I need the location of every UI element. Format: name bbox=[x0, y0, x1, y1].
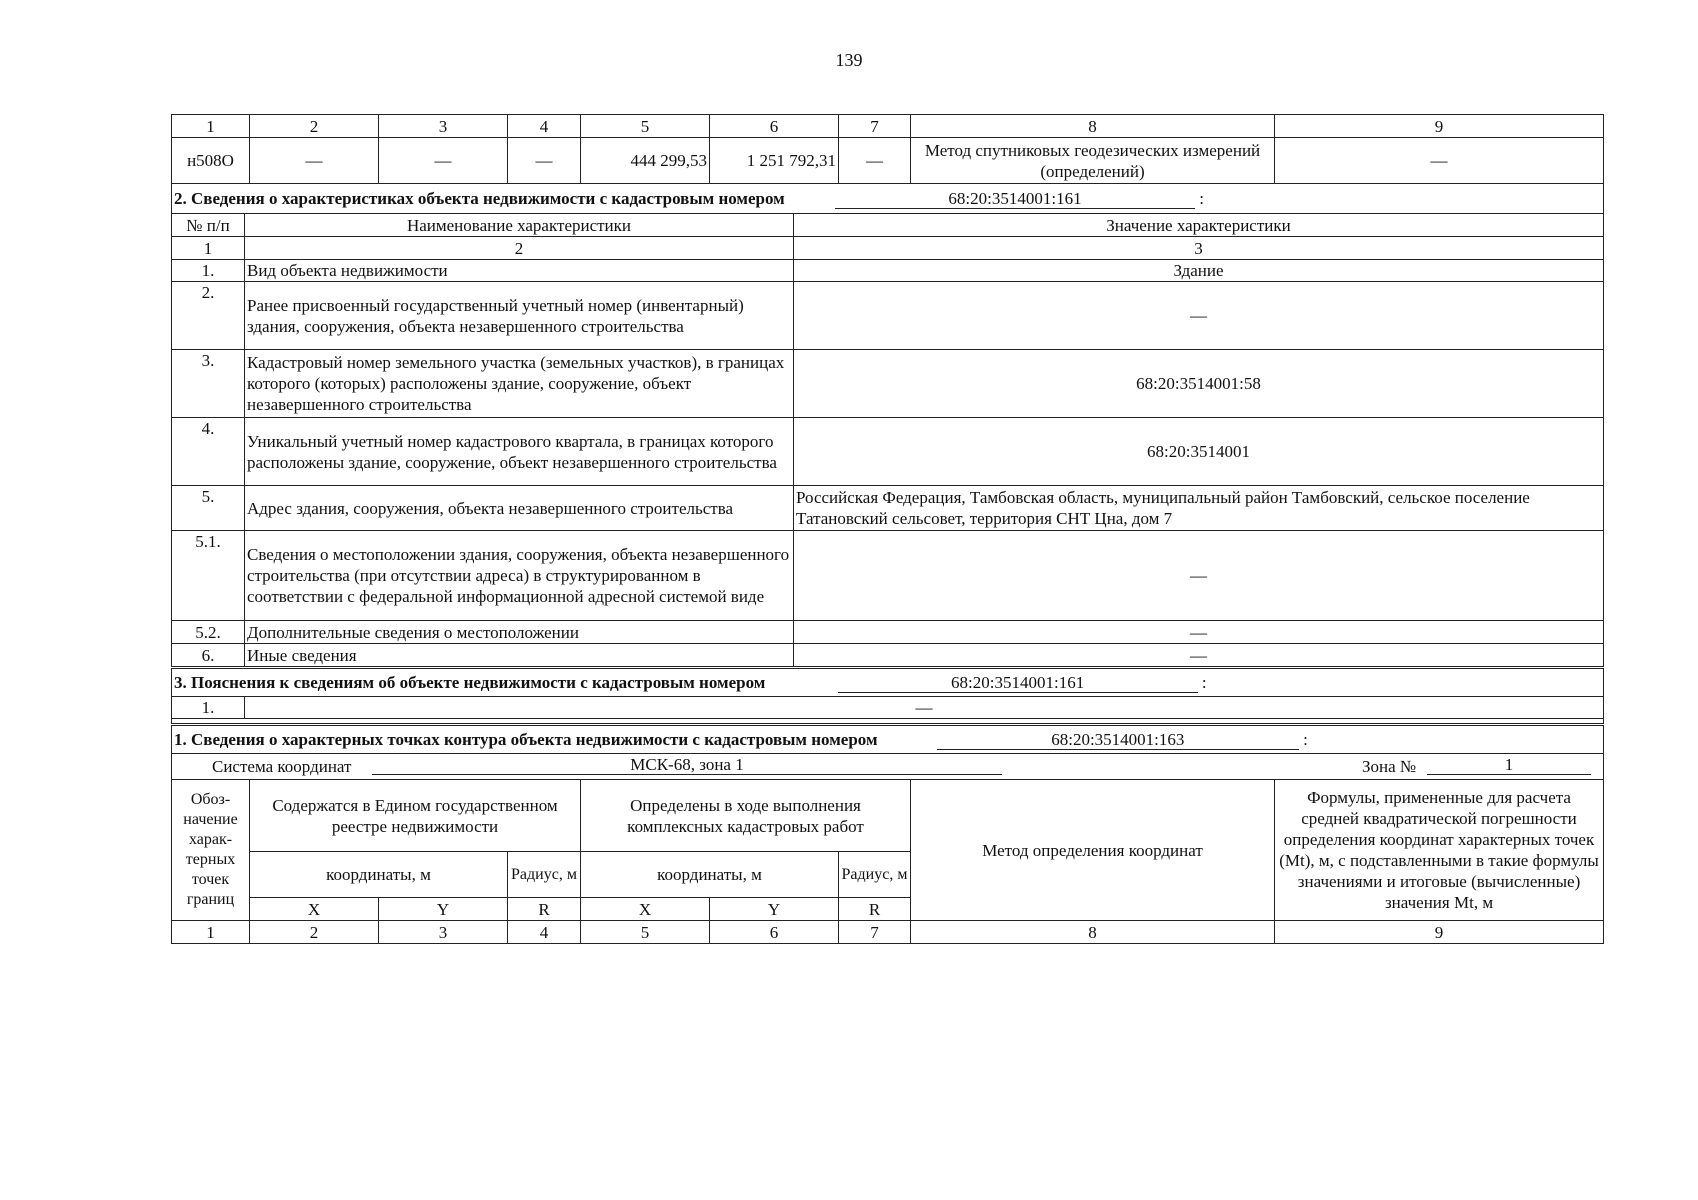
row-value: Здание bbox=[794, 260, 1604, 282]
row-value: — bbox=[794, 621, 1604, 644]
col-num: 7 bbox=[839, 921, 911, 944]
header-row bbox=[172, 214, 1604, 237]
cell-dash: — bbox=[379, 138, 508, 184]
col-num: 1 bbox=[172, 115, 250, 138]
header-x: X bbox=[250, 898, 379, 921]
col-num: 3 bbox=[794, 237, 1604, 260]
cell-dash: — bbox=[1275, 138, 1604, 184]
coord-system-row bbox=[172, 754, 1604, 780]
coord-x: 444 299,53 bbox=[581, 138, 710, 184]
header-egrn: Содержатся в Едином государственном реестре недвижимости bbox=[250, 780, 581, 852]
section-2-title: 2. Сведения о характеристиках объекта недвижимости с кадастровым номером bbox=[174, 189, 785, 208]
row-name: Иные сведения bbox=[245, 644, 794, 667]
header-name: Наименование характеристики bbox=[245, 214, 794, 237]
table-row bbox=[172, 138, 1604, 184]
colon: : bbox=[1199, 189, 1204, 208]
zone-value: 1 bbox=[1427, 756, 1591, 775]
header-num: № п/п bbox=[172, 214, 245, 237]
row-num: 6. bbox=[172, 644, 245, 667]
zone-label: Зона № bbox=[1362, 757, 1417, 776]
row-name: Ранее присвоенный государственный учетный номер (инвентарный) здания, сооружения, объекта незавершенного строительства bbox=[245, 282, 794, 350]
col-num: 5 bbox=[581, 921, 710, 944]
col-num: 4 bbox=[508, 921, 581, 944]
section-3-title-row bbox=[172, 669, 1604, 697]
header-radius: Радиус, м bbox=[839, 852, 911, 898]
col-num: 8 bbox=[911, 115, 1275, 138]
header-formulas: Формулы, примененные для расчета средней квадратической погрешности определения координат характерных точек (Mt), м, с подставленными в такие формулы значениями и итоговые (вычисленные) значения Mt, м bbox=[1275, 780, 1604, 921]
row-name: Адрес здания, сооружения, объекта незавершенного строительства bbox=[245, 486, 794, 531]
col-num: 2 bbox=[245, 237, 794, 260]
table-row bbox=[172, 486, 1604, 531]
table-row bbox=[172, 621, 1604, 644]
section-2-title-row bbox=[172, 184, 1604, 214]
coord-system-value: МСК-68, зона 1 bbox=[372, 756, 1002, 775]
points-table-continued bbox=[171, 114, 1604, 184]
cadastral-number: 68:20:3514001:161 bbox=[835, 190, 1195, 209]
cell-dash: — bbox=[839, 138, 911, 184]
page-number: 139 bbox=[835, 50, 863, 70]
col-num: 3 bbox=[379, 921, 508, 944]
header-complex: Определены в ходе выполнения комплексных кадастровых работ bbox=[581, 780, 911, 852]
col-num: 1 bbox=[172, 921, 250, 944]
cell-dash: — bbox=[508, 138, 581, 184]
header-y: Y bbox=[710, 898, 839, 921]
explanations-table bbox=[171, 668, 1604, 724]
col-num: 4 bbox=[508, 115, 581, 138]
header-value: Значение характеристики bbox=[794, 214, 1604, 237]
col-num: 9 bbox=[1275, 921, 1604, 944]
row-num: 5.2. bbox=[172, 621, 245, 644]
table-row bbox=[172, 531, 1604, 621]
coord-system-label: Система координат bbox=[212, 757, 352, 776]
col-num: 6 bbox=[710, 921, 839, 944]
row-num: 3. bbox=[172, 350, 245, 418]
row-num: 2. bbox=[172, 282, 245, 350]
column-number-row bbox=[172, 921, 1604, 944]
header-x: X bbox=[581, 898, 710, 921]
col-num: 7 bbox=[839, 115, 911, 138]
cadastral-number: 68:20:3514001:163 bbox=[937, 731, 1299, 750]
table-row bbox=[172, 350, 1604, 418]
header-radius: Радиус, м bbox=[508, 852, 581, 898]
col-num: 8 bbox=[911, 921, 1275, 944]
table-row bbox=[172, 282, 1604, 350]
header-designation: Обоз-начение харак-терных точек границ bbox=[172, 780, 250, 921]
col-num: 5 bbox=[581, 115, 710, 138]
row-name: Вид объекта недвижимости bbox=[245, 260, 794, 282]
column-number-row bbox=[172, 115, 1604, 138]
row-value: 68:20:3514001:58 bbox=[794, 350, 1604, 418]
header-r: R bbox=[508, 898, 581, 921]
row-value: 68:20:3514001 bbox=[794, 418, 1604, 486]
row-name: Дополнительные сведения о местоположении bbox=[245, 621, 794, 644]
section-3-title: 3. Пояснения к сведениям об объекте недвижимости с кадастровым номером bbox=[174, 673, 766, 692]
col-num: 1 bbox=[172, 237, 245, 260]
characteristics-table bbox=[171, 183, 1604, 667]
row-value: — bbox=[794, 644, 1604, 667]
row-num: 5. bbox=[172, 486, 245, 531]
row-name: Сведения о местоположении здания, сооружения, объекта незавершенного строительства (при отсутствии адреса) в структурированном в соответствии с федеральной информационной адресной системой виде bbox=[245, 531, 794, 621]
row-name: Уникальный учетный номер кадастрового квартала, в границах которого расположены здание, сооружение, объект незавершенного строительства bbox=[245, 418, 794, 486]
row-num: 4. bbox=[172, 418, 245, 486]
table-row bbox=[172, 260, 1604, 282]
header-coords: координаты, м bbox=[250, 852, 508, 898]
row-value: — bbox=[794, 531, 1604, 621]
row-value: — bbox=[794, 282, 1604, 350]
row-name: Кадастровый номер земельного участка (земельных участков), в границах которого (которых) расположены здание, сооружение, объект незавершенного строительства bbox=[245, 350, 794, 418]
address-value: Российская Федерация, Тамбовская область, муниципальный район Тамбовский, сельское поселение Татановский сельсовет, территория СНТ Цна, дом 7 bbox=[794, 486, 1604, 531]
header-row-1 bbox=[172, 780, 1604, 852]
col-num: 9 bbox=[1275, 115, 1604, 138]
cadastral-number: 68:20:3514001:161 bbox=[838, 674, 1198, 693]
row-num: 5.1. bbox=[172, 531, 245, 621]
spacer-row bbox=[172, 719, 1604, 724]
row-num: 1. bbox=[172, 260, 245, 282]
point-id: н508О bbox=[172, 138, 250, 184]
col-num: 6 bbox=[710, 115, 839, 138]
header-method: Метод определения координат bbox=[911, 780, 1275, 921]
cell-dash: — bbox=[250, 138, 379, 184]
row-value: — bbox=[245, 697, 1604, 719]
colon: : bbox=[1201, 673, 1207, 692]
row-num: 1. bbox=[172, 697, 245, 719]
method-cell: Метод спутниковых геодезических измерений (определений) bbox=[911, 138, 1275, 184]
table-row bbox=[172, 697, 1604, 719]
table-row bbox=[172, 644, 1604, 667]
colon: : bbox=[1303, 730, 1308, 749]
header-y: Y bbox=[379, 898, 508, 921]
table-row bbox=[172, 418, 1604, 486]
section-1-title-row bbox=[172, 726, 1604, 754]
section-1-title: 1. Сведения о характерных точках контура объекта недвижимости с кадастровым номером bbox=[174, 730, 878, 749]
header-r: R bbox=[839, 898, 911, 921]
col-num: 2 bbox=[250, 921, 379, 944]
col-num: 3 bbox=[379, 115, 508, 138]
contour-points-table bbox=[171, 725, 1604, 944]
header-number-row bbox=[172, 237, 1604, 260]
coord-y: 1 251 792,31 bbox=[710, 138, 839, 184]
col-num: 2 bbox=[250, 115, 379, 138]
header-coords: координаты, м bbox=[581, 852, 839, 898]
